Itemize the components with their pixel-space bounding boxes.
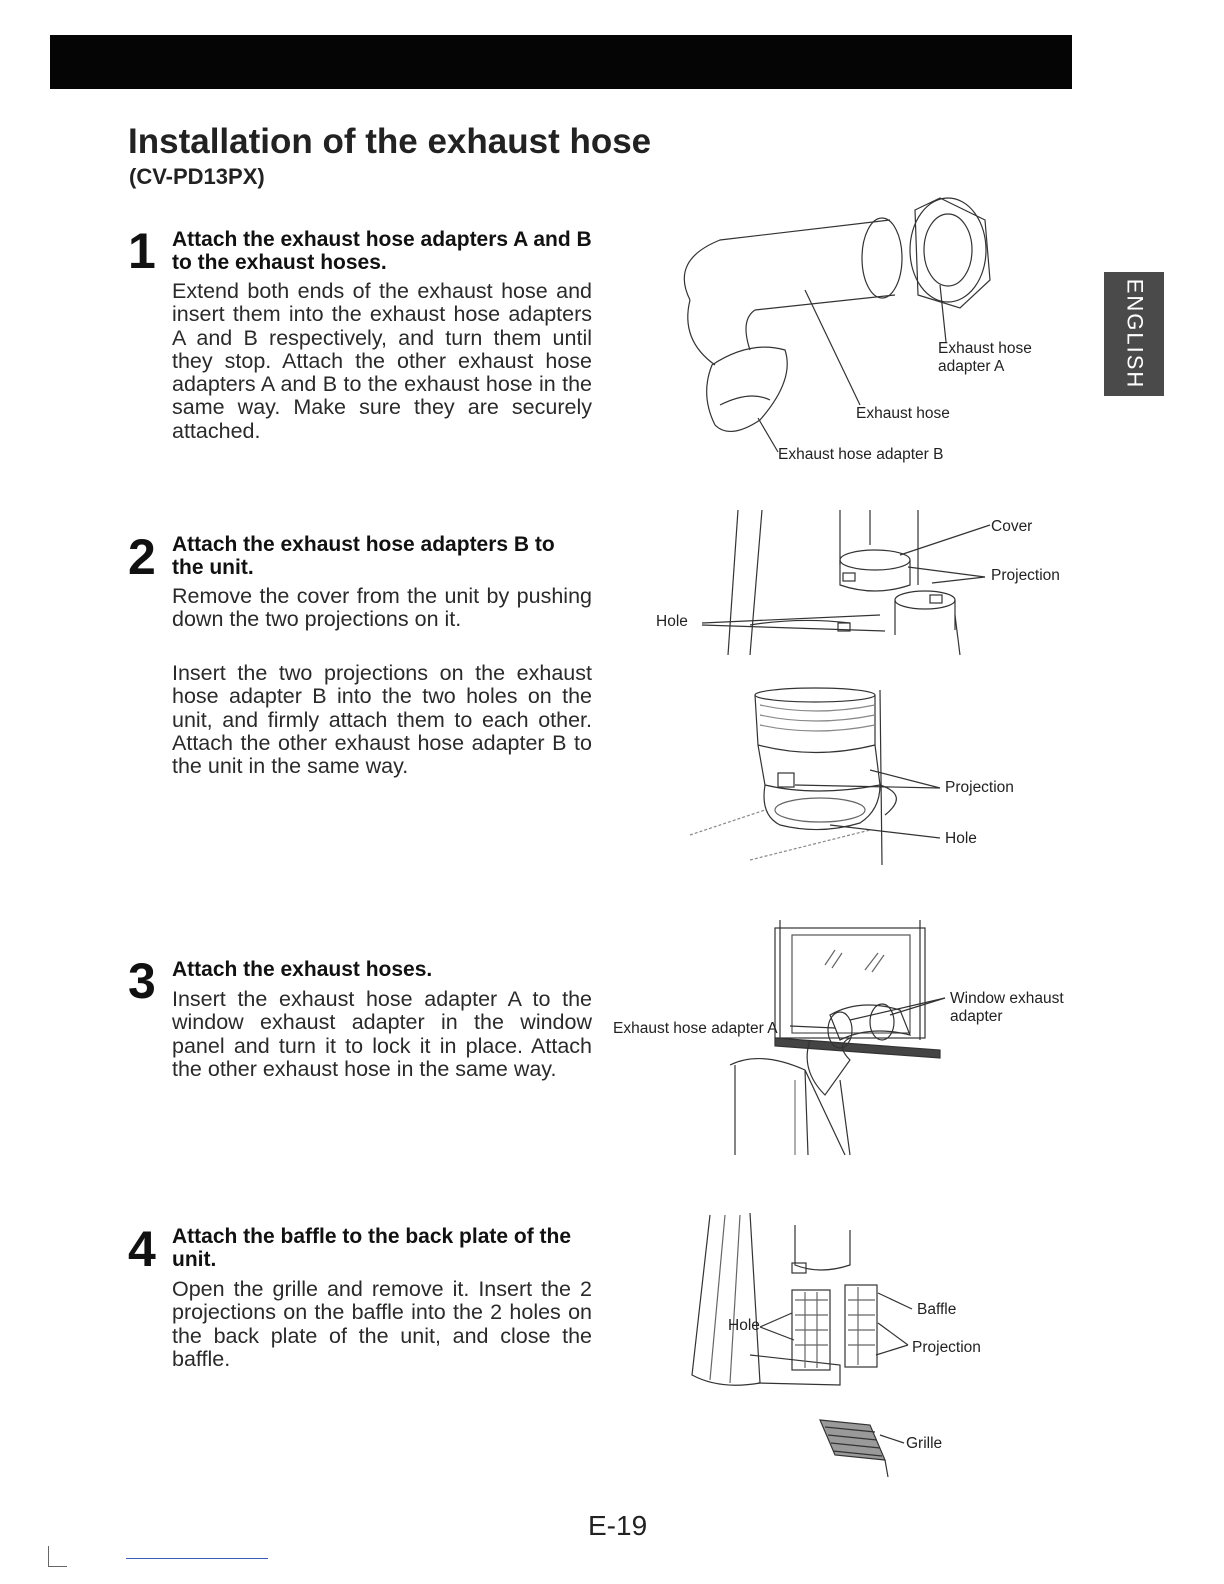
language-tab bbox=[1104, 272, 1164, 396]
step-2-heading: Attach the exhaust hose adapters B to the unit. bbox=[172, 533, 555, 579]
label-exhaust-hose-adapter-b: Exhaust hose adapter B bbox=[778, 446, 944, 463]
label-baffle: Baffle bbox=[917, 1301, 957, 1318]
step-1-number: 1 bbox=[128, 223, 156, 279]
label-cover: Cover bbox=[991, 518, 1033, 535]
label-window-exhaust-adapter-2: adapter bbox=[950, 1008, 1003, 1025]
header-bar bbox=[50, 35, 1072, 89]
label-exhaust-hose: Exhaust hose bbox=[856, 405, 950, 422]
figure-baffle-grille bbox=[680, 1205, 1010, 1485]
step-2-text-2: Insert the two projections on the exhaust hose adapter B into the two holes on the unit, and firmly attach them to each other. Attach the other exhaust hose adapter B to the unit in the same way. bbox=[172, 661, 592, 779]
label-projection-2b: Projection bbox=[945, 779, 1014, 796]
step-3-number: 3 bbox=[128, 953, 156, 1009]
step-2-text-1: Remove the cover from the unit by pushing down the two projections on it. bbox=[172, 584, 592, 632]
label-window-exhaust-adapter-1: Window exhaust bbox=[950, 990, 1064, 1007]
label-exhaust-hose-adapter-a-1: Exhaust hose bbox=[938, 340, 1032, 357]
page-title: Installation of the exhaust hose bbox=[128, 122, 652, 161]
figure-hose-adapters bbox=[660, 190, 1032, 470]
step-3-heading: Attach the exhaust hoses. bbox=[172, 958, 433, 981]
footer-rule bbox=[126, 1558, 268, 1559]
page-number: E-19 bbox=[588, 1510, 648, 1541]
label-hole-4: Hole bbox=[728, 1317, 760, 1334]
figure-window-installation bbox=[610, 920, 1080, 1160]
figure-adapter-b-unit bbox=[670, 685, 1030, 870]
label-hole-2a: Hole bbox=[656, 613, 688, 630]
step-3-text: Insert the exhaust hose adapter A to the window exhaust adapter in the window panel and turn it to lock it in place. Attach the other exhaust hose in the same way. bbox=[172, 987, 592, 1081]
figure-unit-cover bbox=[650, 505, 1070, 665]
language-tab-label: ENGLISH bbox=[1122, 278, 1147, 390]
label-exhaust-hose-adapter-a-3: Exhaust hose adapter A bbox=[613, 1020, 778, 1037]
label-projection-4: Projection bbox=[912, 1339, 981, 1356]
model-number: (CV-PD13PX) bbox=[129, 164, 265, 189]
step-2-number: 2 bbox=[128, 529, 156, 585]
label-hole-2b: Hole bbox=[945, 830, 977, 847]
label-projection-2a: Projection bbox=[991, 567, 1060, 584]
label-grille: Grille bbox=[906, 1435, 943, 1452]
crop-mark bbox=[48, 1546, 67, 1567]
step-4-heading: Attach the baffle to the back plate of the unit. bbox=[172, 1225, 572, 1271]
step-4-text: Open the grille and remove it. Insert the 2 projections on the baffle into the 2 holes on the back plate of the unit, and close the baffle. bbox=[172, 1277, 592, 1371]
step-1-heading: Attach the exhaust hose adapters A and B to the exhaust hoses. bbox=[172, 228, 592, 274]
step-4-number: 4 bbox=[128, 1221, 156, 1277]
label-exhaust-hose-adapter-a-2: adapter A bbox=[938, 358, 1005, 375]
step-1-text: Extend both ends of the exhaust hose and insert them into the exhaust hose adapters A and B respectively, and turn them until they stop. Attach the other exhaust hose adapters A and B to the exhaust hose in the same way. Make sure they are securely attached. bbox=[172, 279, 592, 443]
